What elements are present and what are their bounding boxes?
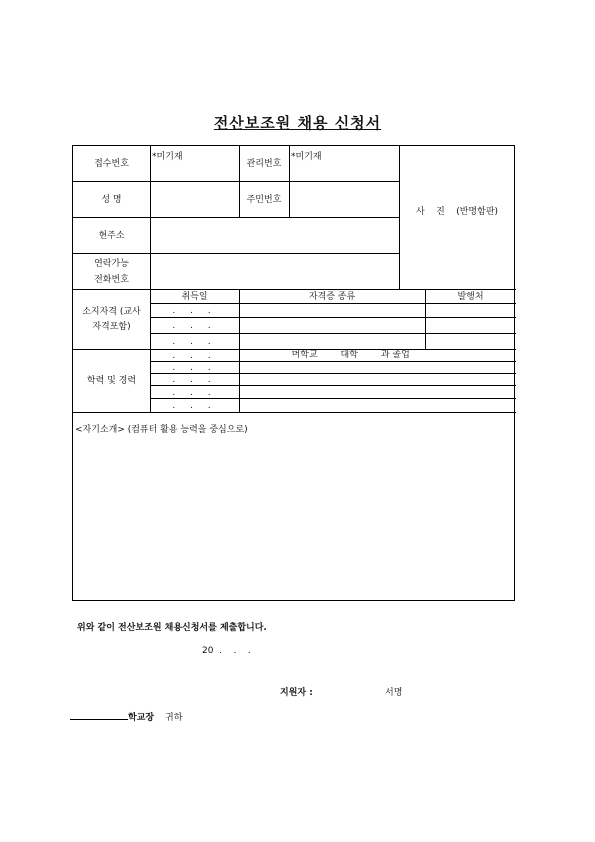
receipt-number-label: 접수번호 xyxy=(94,159,129,169)
management-number-label: 관리번호 xyxy=(246,159,282,169)
education-date-row: . . . xyxy=(172,375,217,385)
acquired-date-header: 취득일 xyxy=(181,292,208,302)
photo-label: 사 진 (반명함판) xyxy=(415,207,499,217)
education-date-row: . . . xyxy=(172,363,217,373)
divider xyxy=(73,412,516,413)
document-title: 전산보조원 채용 신청서 xyxy=(213,114,382,132)
divider xyxy=(73,289,516,290)
date-line: 20 . . . xyxy=(202,646,251,656)
divider xyxy=(150,317,516,318)
license-date-row: . . . xyxy=(172,306,217,316)
application-form xyxy=(72,145,515,601)
divider xyxy=(239,146,240,217)
license-label-line1: 소지자격 (교사 xyxy=(82,307,141,317)
education-date-row: . . . xyxy=(172,401,217,411)
phone-label-line2: 전화번호 xyxy=(94,275,129,285)
education-career-label: 학력 및 경력 xyxy=(86,376,137,386)
license-label-line2: 자격포함) xyxy=(92,322,131,332)
issuer-header: 발행처 xyxy=(457,292,484,302)
receipt-number-value: *미기재 xyxy=(152,152,183,162)
recipient-underline xyxy=(70,719,128,720)
phone-label-line1: 연락가능 xyxy=(94,259,129,269)
license-type-header: 자격증 종류 xyxy=(308,292,356,302)
divider xyxy=(73,253,399,254)
resident-number-label: 주민번호 xyxy=(246,195,282,205)
divider xyxy=(150,333,516,334)
divider xyxy=(239,349,240,412)
divider xyxy=(289,146,290,217)
honorific-label: 귀하 xyxy=(165,713,183,723)
divider xyxy=(73,217,399,218)
signature-label: 서명 xyxy=(385,688,403,698)
license-date-row: . . . xyxy=(172,321,217,331)
divider xyxy=(73,181,399,182)
submission-statement: 위와 같이 전산보조원 채용신청서를 제출합니다. xyxy=(77,623,267,633)
divider xyxy=(399,146,400,289)
education-detail-row: 머학교 대학 과 졸업 xyxy=(283,350,410,360)
management-number-value: *미기재 xyxy=(291,152,322,162)
recipient-label: 학교장 xyxy=(128,713,155,723)
name-label: 성 명 xyxy=(101,195,122,205)
applicant-label: 지원자 : xyxy=(280,688,313,698)
address-label: 현주소 xyxy=(98,231,125,241)
divider xyxy=(150,303,516,304)
education-date-row: . . . xyxy=(172,351,217,361)
education-date-row: . . . xyxy=(172,388,217,398)
license-date-row: . . . xyxy=(172,337,217,347)
self-introduction-label: <자기소개> (컴퓨터 활용 능력을 중심으로) xyxy=(75,425,248,435)
